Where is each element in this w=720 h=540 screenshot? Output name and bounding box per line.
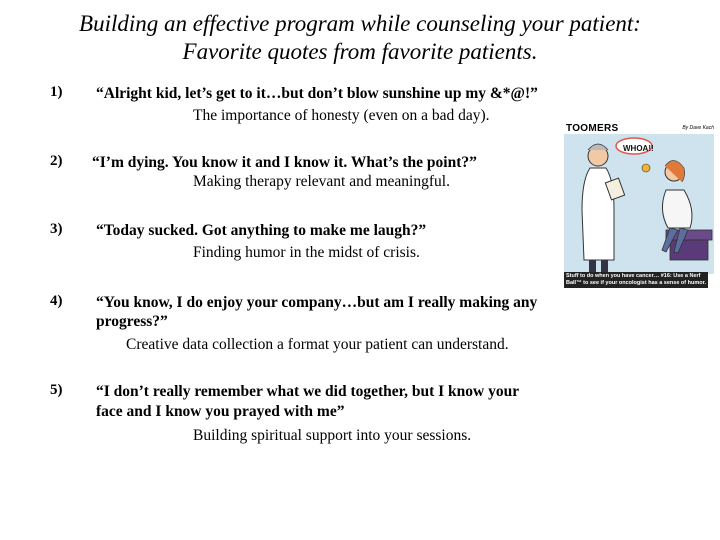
- item-quote-line-2: face and I know you prayed with me”: [96, 403, 345, 420]
- cartoon-brand: TOOMERS: [566, 123, 619, 134]
- item-quote-line-1: “I don’t really remember what we did together, but I know your: [96, 383, 520, 400]
- cartoon-speech: WHOA!!: [623, 144, 654, 153]
- cartoon-caption: Stuff to do when you have cancer… #16: Use a Nerf Ball™ to see if your oncologist has a sense of humor.: [564, 272, 708, 288]
- item-lesson: Making therapy relevant and meaningful.: [193, 173, 450, 190]
- item-lesson: The importance of honesty (even on a bad day).: [193, 107, 490, 124]
- item-quote-line-1: “You know, I do enjoy your company…but am I really making any: [96, 294, 538, 311]
- item-quote: “Alright kid, let’s get to it…but don’t blow sunshine up my &*@!”: [96, 85, 538, 102]
- item-number: 4): [50, 293, 63, 309]
- item-lesson: Finding humor in the midst of crisis.: [193, 244, 420, 261]
- item-number: 2): [50, 153, 63, 169]
- item-number: 3): [50, 221, 63, 237]
- title-line-2: Favorite quotes from favorite patients.: [182, 39, 538, 64]
- item-quote: “I’m dying. You know it and I know it. What’s the point?”: [92, 154, 477, 171]
- item-lesson: Creative data collection a format your patient can understand.: [126, 336, 509, 353]
- toomers-cartoon: [562, 120, 716, 302]
- item-lesson: Building spiritual support into your sessions.: [193, 427, 472, 444]
- title-line-1: Building an effective program while counseling your patient:: [79, 11, 641, 36]
- item-number: 1): [50, 84, 63, 100]
- item-quote: “Today sucked. Got anything to make me laugh?”: [96, 222, 427, 239]
- slide-title: [40, 10, 680, 66]
- item-quote-line-2: progress?”: [96, 313, 168, 330]
- item-number: 5): [50, 382, 63, 398]
- cartoon-credit: By Dave Kach: [682, 125, 714, 131]
